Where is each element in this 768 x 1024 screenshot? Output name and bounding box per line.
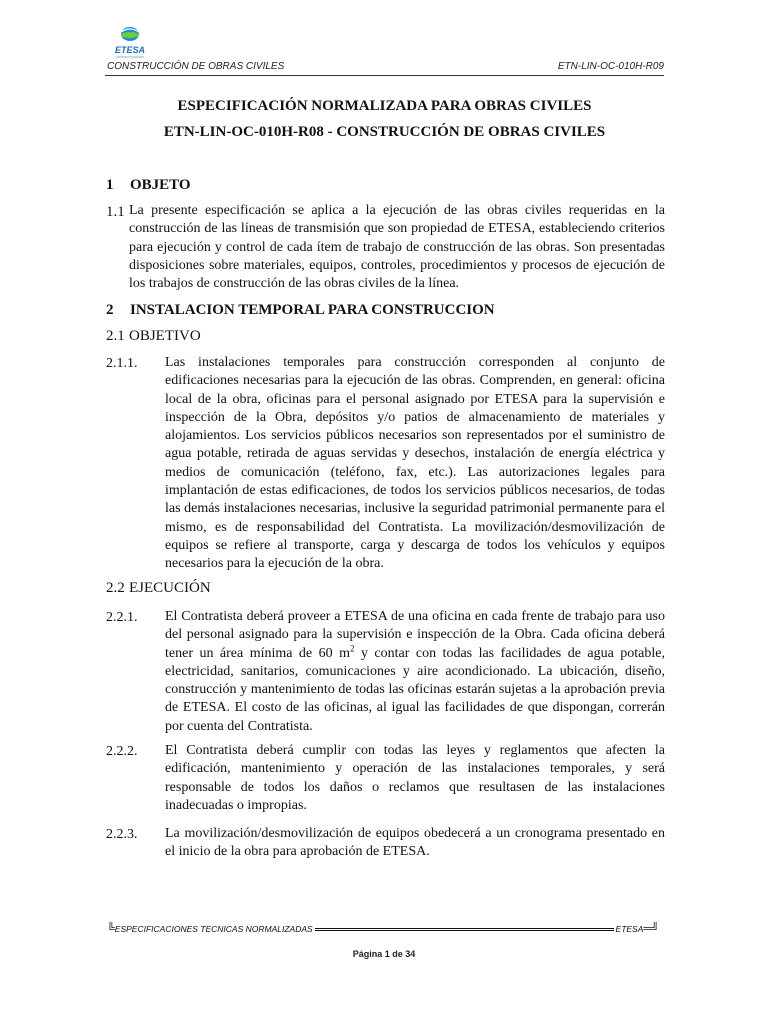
section-title: INSTALACION TEMPORAL PARA CONSTRUCCION <box>130 302 495 318</box>
etesa-logo <box>106 22 154 62</box>
paragraph-2-1-1: Las instalaciones temporales para construcción corresponden al conjunto de edificaciones necesarias para la ejecución de las obras. Comprenden, en general: oficina local de la obra, oficinas para el personal asignado por ETESA para la supervisión e inspección de la Obra, depósitos y/o patios de almacenamiento de materiales y alojamientos. Los servicios públicos necesarios son representados por el suministro de agua potable, retirada de aguas servidas y desechos, instalación de energía eléctrica y medios de comunicación (teléfono, fax, etc.). Las autorizaciones legales para implantación de estas edificaciones, de todos los servicios públicos necesarios, de todas las demás instalaciones necesarias, inclusive la seguridad patrimonial permanente para el mismo, es de responsabilidad del Contratista. La movilización/desmovilización de equipos se refiere al transporte, carga y descarga de todos los vehículos y equipos necesarios para la ejecución de la obra. <box>165 355 665 572</box>
subsection-number: 2.1 <box>106 328 125 344</box>
paragraph-1-1: La presente especificación se aplica a la ejecución de las obras civiles requeridas en la construcción de las líneas de transmisión que son propiedad de ETESA, estableciendo criterios para ejecución y control de cada ítem de trabajo de construcción de las obras. Son presentadas disposiciones sobre materiales, equipos, controles, procedimientos y procesos de ejecución de los trabajos de construcción de las obras civiles de la línea. <box>129 203 665 292</box>
footer-company-label: ETESA <box>615 924 644 934</box>
section-title: OBJETO <box>130 177 191 193</box>
header-document-title: CONSTRUCCIÓN DE OBRAS CIVILES <box>107 61 285 72</box>
section-number: 1 <box>106 177 114 193</box>
footer-left-corner: ╚ <box>107 923 115 935</box>
paragraph-2-2-3: La movilización/desmovilización de equipos obedecerá a un cronograma presentado en el inicio de la obra para aprobación de ETESA. <box>165 826 665 860</box>
header-divider <box>105 75 664 76</box>
paragraph-2-2-1: El Contratista deberá proveer a ETESA de una oficina en cada frente de trabajo para uso del personal asignado para la supervisión e inspección de la Obra. Cada oficina deberá tener un área mínima de 60 $m^2$ y contar con todas las facilidades de agua potable, electricidad, sanitarios, comunicaciones y aire acondicionado. La ubicación, diseño, construcción y mantenimiento de todas las oficinas estarán sujetas a la aprobación previa de ETESA. El costo de las oficinas, al igual las facilidades de que dispongan, correrán por cuenta del Contratista. <box>165 609 665 734</box>
page-subtitle: ETN-LIN-OC-010H-R08 - CONSTRUCCIÓN DE OBRAS CIVILES <box>163 124 606 140</box>
section-2-heading <box>106 302 495 319</box>
paragraph-number: 2.2.3. <box>106 827 138 842</box>
page-number: Página 1 de 34 <box>352 949 416 959</box>
section-number: 2 <box>106 302 114 318</box>
subsection-title: OBJETIVO <box>129 328 201 344</box>
subsection-number: 2.2 <box>106 580 125 596</box>
section-1-heading <box>106 177 191 194</box>
paragraph-number: 1.1 <box>106 204 125 220</box>
footer-rule <box>315 928 614 931</box>
subsection-2-2-heading <box>106 580 211 597</box>
footer-specifications-label: ESPECIFICACIONES TECNICAS NORMALIZADAS <box>114 924 313 934</box>
subsection-title: EJECUCIÓN <box>129 580 211 596</box>
paragraph-number: 2.1.1. <box>106 356 138 371</box>
paragraph-number: 2.2.1. <box>106 610 138 625</box>
paragraph-2-2-2: El Contratista deberá cumplir con todas las leyes y reglamentos que afecten la edificación, mantenimiento y operación de las instalaciones temporales, y será responsable de todos los daños o reclamos que resultasen de las instalaciones inadecuadas o impropias. <box>165 743 665 813</box>
footer-bar <box>107 923 659 935</box>
subsection-2-1-heading <box>106 328 201 345</box>
svg-text:ETESA: ETESA <box>114 45 146 55</box>
page-title: ESPECIFICACIÓN NORMALIZADA PARA OBRAS CIVILES <box>177 98 592 114</box>
header-document-code: ETN-LIN-OC-010H-R09 <box>557 61 664 72</box>
paragraph-number: 2.2.2. <box>106 744 138 759</box>
footer-right-corner: ═╝ <box>643 923 659 935</box>
